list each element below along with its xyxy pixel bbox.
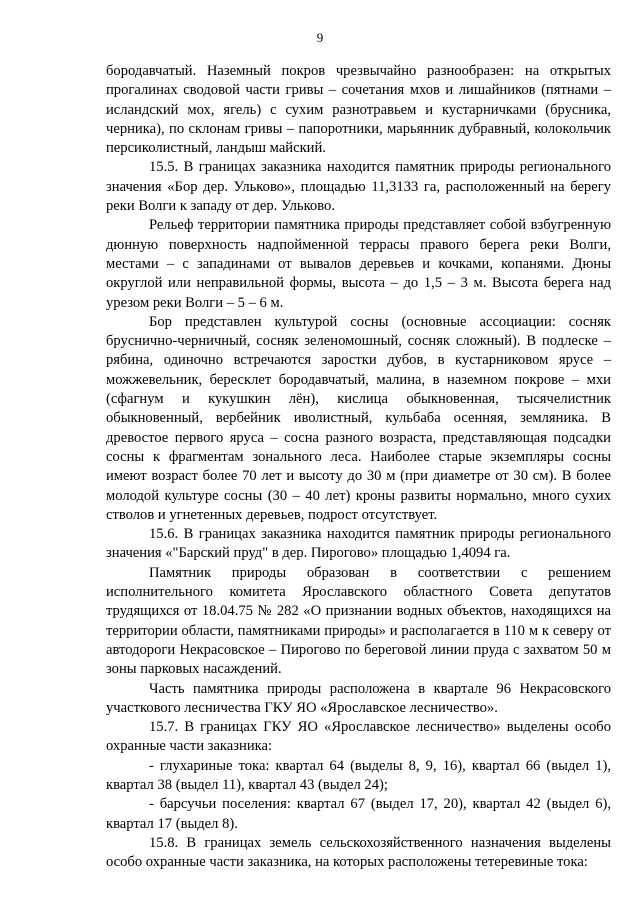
page-number: 9	[316, 30, 324, 45]
paragraph-15-8: 15.8. В границах земель сельскохозяйственного назначения выделены особо охранные части заказника, на которых расположены тетеревиные тока:	[106, 834, 611, 871]
paragraph-15-7: 15.7. В границах ГКУ ЯО «Ярославское лесничество» выделены особо охранные части заказника:	[106, 719, 611, 755]
list-item-capercaillie-leks: - глухариные тока: квартал 64 (выделы 8, 9, 16), квартал 66 (выдел 1), квартал 38 (выдел 11), квартал 43 (выдел 24);	[106, 757, 611, 793]
paragraph-pine-forest: Бор представлен культурой сосны (основные ассоциации: сосняк бруснично-черничный, сосняк зеленомошный, сосняк сложный). В подлеске – рябина, одиночно встречаются заростки дубов, в кустарниковом ярусе – можжевельник, бересклет бородавчатый, малина, в наземном покрове – мхи (сфагнум и кукушкин лён), кислица обыкновенная, тысячелистник обыкновенный, вербейник иволистный, кульбаба осенняя, земляника. В древостое первого яруса – сосна разного возраста, представляющая подсадки сосны к фрагментам зонального леса. Наиболее старые экземпляры сосны имеют возраст более 70 лет и высоту до 30 м (при диаметре от 30 см). В более молодой культуре сосны (30 – 40 лет) кроны развиты нормально, много сухих стволов и угнетенных деревьев, подрост отсутствует.	[106, 313, 611, 523]
paragraph-15-5: 15.5. В границах заказника находится памятник природы регионального значения «Бор дер. Ульково», площадью 11,3133 га, расположенный на берегу реки Волги к западу от дер. Ульково.	[106, 159, 611, 215]
paragraph-15-6: 15.6. В границах заказника находится памятник природы регионального значения «"Барский пруд" в дер. Пирогово» площадью 1,4094 га.	[106, 526, 611, 562]
paragraph-relief: Рельеф территории памятника природы представляет собой взбугренную дюнную поверхность надпойменной террасы правого берега реки Волги, местами – с западинами от вывалов деревьев и кочками, копанями. Дюны округлой или неправильной формы, высота – до 1,5 – 3 м. Высота берега над урезом реки Волги – 5 – 6 м.	[106, 217, 611, 311]
list-item-badger-settlements: - барсучьи поселения: квартал 67 (выдел 17, 20), квартал 42 (выдел 6), квартал 17 (выдел 8).	[106, 796, 611, 832]
document-body	[106, 62, 611, 872]
paragraph-intro-ground-cover: бородавчатый. Наземный покров чрезвычайно разнообразен: на открытых прогалинах сводовой части гривы – сочетания мхов и лишайников (пятнами – исландский мох, ягель) с сухим разнотравьем и кустарничками (брусника, черника), по склонам гривы – папоротники, марьянник дубравный, колокольчик персиколистный, ландыш майский.	[106, 63, 611, 157]
paragraph-quarter-96: Часть памятника природы расположена в квартале 96 Некрасовского участкового лесничества ГКУ ЯО «Ярославское лесничество».	[106, 680, 611, 716]
paragraph-monument-decision: Памятник природы образован в соответствии с решением исполнительного комитета Ярославского областного Совета депутатов трудящихся от 18.04.75 № 282 «О признании водных объектов, находящихся на территории области, памятниками природы» и располагается в 110 м к северу от автодороги Некрасовское – Пирогово по береговой линии пруда с захватом 50 м зоны парковых насаждений.	[106, 564, 611, 678]
